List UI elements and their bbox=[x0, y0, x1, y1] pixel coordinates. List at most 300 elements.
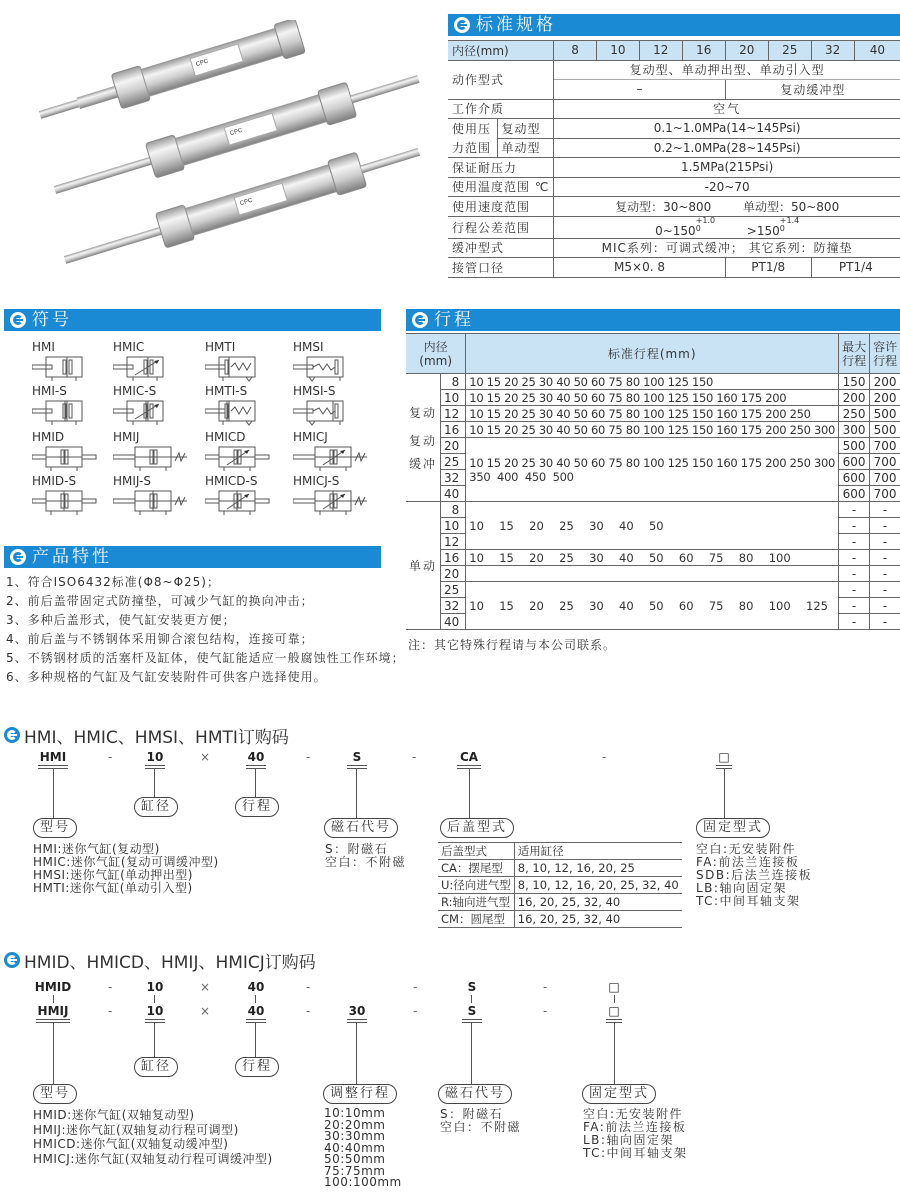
cylinder-symbol-icon bbox=[113, 488, 198, 516]
pill-mount: 固定型式 bbox=[582, 1084, 656, 1104]
code-underline bbox=[347, 1019, 367, 1023]
rear-type: CA：摆尾型 bbox=[438, 860, 514, 877]
code-underline bbox=[145, 1019, 165, 1023]
separator: - bbox=[108, 750, 113, 764]
code-underline bbox=[145, 765, 165, 769]
max-stroke: - bbox=[839, 534, 870, 550]
leader-line bbox=[255, 1023, 256, 1059]
separator: - bbox=[413, 980, 418, 994]
feature-item: 1、符合ISO6432标准(Φ8~Φ25)； bbox=[6, 575, 220, 589]
stroke-title: 行程 bbox=[434, 310, 474, 330]
tolerance-label: 行程公差范围 bbox=[448, 216, 554, 238]
model-item: HMIC:迷你气缸(复动可调缓冲型) bbox=[33, 855, 219, 869]
code-underline bbox=[246, 765, 266, 769]
leader-line bbox=[356, 769, 357, 821]
max-stroke: 600 bbox=[839, 486, 870, 502]
allow-stroke: 200 bbox=[870, 374, 900, 390]
product-image bbox=[20, 20, 420, 270]
code-adjust: 30 bbox=[348, 1004, 366, 1018]
port-mid: PT1/8 bbox=[725, 258, 811, 278]
pill-magnet: 磁石代号 bbox=[438, 1084, 512, 1104]
code-underline bbox=[246, 1019, 266, 1023]
cylinder-symbol-icon bbox=[113, 444, 198, 472]
rear-bores: 8, 10, 12, 16, 20, 25, 32, 40 bbox=[514, 877, 681, 894]
cylinder-symbol-icon bbox=[293, 354, 378, 382]
symbol-name: HMTI bbox=[205, 340, 236, 354]
tol-1-range bbox=[696, 217, 715, 233]
bore-cell: 10 bbox=[441, 518, 466, 534]
code-rear: CA bbox=[459, 750, 479, 764]
mount-item: FA:前法兰连接板 bbox=[583, 1120, 687, 1134]
rear-bores: 16, 20, 25, 32, 40 bbox=[514, 894, 681, 911]
action-small: – bbox=[554, 80, 725, 100]
leader-line bbox=[53, 769, 54, 821]
bore-cell: 32 bbox=[441, 470, 466, 486]
magnet-item: S：附磁石 bbox=[440, 1107, 504, 1121]
pressure-label-1: 使用压 bbox=[448, 119, 497, 139]
leader-line bbox=[614, 1023, 615, 1085]
max-stroke: 200 bbox=[839, 390, 870, 406]
symbol-hmic-s bbox=[113, 384, 198, 426]
table-row bbox=[406, 502, 900, 518]
separator: × bbox=[200, 980, 211, 994]
hdr-bore bbox=[406, 334, 466, 374]
allow-stroke: - bbox=[870, 550, 900, 566]
symbol-name: HMI-S bbox=[32, 384, 67, 398]
cushion-value: MIC系列：可调式缓冲； 其它系列：防撞垫 bbox=[554, 238, 900, 258]
model-desc bbox=[33, 843, 219, 895]
hdr-allow-1: 容许 bbox=[873, 339, 898, 354]
tol-2: >150 bbox=[746, 223, 780, 238]
symbol-hmi-s bbox=[32, 384, 117, 426]
allow-stroke: - bbox=[870, 598, 900, 614]
bore-cell: 40 bbox=[441, 614, 466, 630]
pill-bore: 缸径 bbox=[134, 797, 178, 817]
bore-cell: 8 bbox=[441, 502, 466, 518]
stroke-list-line: 10 15 20 25 30 40 50 60 75 80 100 125 150 160 175 200 250 300 bbox=[469, 455, 836, 470]
stroke-list: 10 15 20 25 30 40 50 60 75 80 100 125 150 160 175 200 250 300 bbox=[466, 422, 839, 438]
pill-magnet: 磁石代号 bbox=[324, 818, 398, 838]
leader-line bbox=[471, 1023, 472, 1085]
mount-item: 空白:无安装附件 bbox=[696, 842, 797, 856]
separator: - bbox=[412, 750, 417, 764]
double-value: 0.1~1.0MPa(14~145Psi) bbox=[554, 119, 900, 139]
tol-2-low: 0 bbox=[779, 223, 785, 233]
table-row bbox=[406, 406, 900, 422]
code-magnet: S bbox=[467, 980, 477, 994]
feature-item: 6、多种规格的气缸及气缸安装附件可供客户选择使用。 bbox=[6, 670, 327, 684]
stroke-list: 10 15 20 25 30 40 50 60 75 80 100 125 150 bbox=[466, 374, 839, 390]
port-small: M5×0. 8 bbox=[554, 258, 725, 278]
code-magnet: S bbox=[467, 1004, 477, 1018]
hdr-bore-1: 内径 bbox=[423, 339, 448, 354]
svg-text:CPC: CPC bbox=[239, 197, 254, 208]
allow-stroke: 500 bbox=[870, 406, 900, 422]
separator: - bbox=[543, 1004, 548, 1018]
max-stroke: 600 bbox=[839, 454, 870, 470]
action-all: 复动型、单动押出型、单动引入型 bbox=[554, 60, 900, 80]
adjust-item: 20:20mm bbox=[324, 1117, 386, 1132]
bore-cell: 20 bbox=[725, 41, 768, 61]
symbol-name: HMID bbox=[32, 430, 65, 444]
medium-value: 空气 bbox=[554, 99, 900, 119]
allow-stroke: - bbox=[870, 518, 900, 534]
stroke-list: 10 15 20 25 30 40 50 60 75 80 100 125 150 160 175 200 bbox=[466, 390, 839, 406]
feature-item: 4、前后盖与不锈钢体采用铆合滚包结构，连接可靠； bbox=[6, 632, 314, 646]
separator: - bbox=[108, 980, 113, 994]
order2-header bbox=[4, 949, 316, 971]
symbol-name: HMIJ bbox=[113, 430, 140, 444]
bore-cell: 20 bbox=[441, 438, 466, 454]
speed-single: 单动型：50~800 bbox=[742, 199, 840, 214]
cushion-label: 缓冲型式 bbox=[448, 238, 554, 258]
cylinder-symbol-icon bbox=[293, 488, 378, 516]
action-label: 动作型式 bbox=[448, 60, 554, 99]
magnet-item: 空白：不附磁 bbox=[440, 1120, 522, 1134]
mount-item: FA:前法兰连接板 bbox=[696, 855, 800, 869]
bore-cell: 32 bbox=[441, 598, 466, 614]
hdr-allow bbox=[870, 334, 900, 374]
cylinder-symbol-icon bbox=[205, 488, 290, 516]
group-cushion-label-2: 缓冲 bbox=[409, 457, 438, 471]
order2-title: HMID、HMICD、HMIJ、HMICJ订购码 bbox=[24, 952, 316, 973]
separator: × bbox=[200, 750, 211, 764]
pill-rear: 后盖型式 bbox=[440, 818, 514, 838]
symbol-name: HMICJ-S bbox=[293, 474, 340, 488]
tol-2-range bbox=[780, 217, 799, 233]
symbol-hmid-s bbox=[32, 474, 117, 516]
stroke-list: 10 15 20 25 30 40 50 bbox=[466, 502, 839, 550]
code-stroke: 40 bbox=[247, 750, 265, 764]
action-large: 复动缓冲型 bbox=[725, 80, 900, 100]
separator: - bbox=[306, 1004, 311, 1018]
feature-item: 2、前后盖带固定式防撞垫，可减少气缸的换向冲击； bbox=[6, 594, 314, 608]
model-item: HMICD:迷你气缸(双轴复动缓冲型) bbox=[33, 1137, 229, 1151]
symbol-name: HMTI-S bbox=[205, 384, 248, 398]
section-logo-icon bbox=[10, 312, 26, 328]
stroke-header bbox=[406, 309, 900, 331]
double-label: 复动型 bbox=[497, 119, 554, 139]
adjust-item: 75:75mm bbox=[324, 1163, 386, 1178]
leader-line bbox=[53, 995, 54, 1003]
adjust-item: 40:40mm bbox=[324, 1140, 386, 1155]
hdr-max-2: 行程 bbox=[842, 353, 867, 368]
table-row bbox=[406, 550, 900, 566]
model-item: HMSI:迷你气缸(单动押出型) bbox=[33, 868, 193, 882]
pill-stroke: 行程 bbox=[235, 1057, 279, 1077]
features-list bbox=[6, 573, 405, 687]
cylinder-symbol-icon bbox=[205, 444, 290, 472]
separator: - bbox=[306, 750, 311, 764]
table-row bbox=[406, 566, 900, 582]
leader-line bbox=[154, 995, 155, 1003]
max-stroke: 600 bbox=[839, 470, 870, 486]
adjust-item: 30:30mm bbox=[324, 1129, 386, 1143]
section-logo-icon bbox=[454, 17, 470, 33]
max-stroke: 300 bbox=[839, 422, 870, 438]
symbol-name: HMIC-S bbox=[113, 384, 157, 398]
symbol-hmij-s bbox=[113, 474, 198, 516]
order1-title: HMI、HMIC、HMSI、HMTI订购码 bbox=[24, 727, 289, 748]
proof-label: 保证耐压力 bbox=[448, 158, 554, 178]
separator: - bbox=[306, 980, 311, 994]
group-double bbox=[406, 374, 441, 502]
bore-cell: 8 bbox=[554, 41, 597, 61]
features-title: 产品特性 bbox=[32, 547, 112, 567]
bore-cell: 10 bbox=[596, 41, 639, 61]
spec-title: 标准规格 bbox=[476, 15, 556, 35]
leader-line bbox=[154, 769, 155, 799]
adjust-desc bbox=[324, 1108, 402, 1189]
bore-cell: 25 bbox=[441, 582, 466, 598]
symbol-hmsi-s bbox=[293, 384, 378, 426]
features-header bbox=[4, 546, 381, 568]
cylinder-symbol-icon bbox=[293, 444, 378, 472]
max-stroke: - bbox=[839, 518, 870, 534]
stroke-list-line: 350 400 450 500 bbox=[469, 469, 574, 484]
bore-cell: 16 bbox=[682, 41, 725, 61]
code-underline bbox=[462, 1019, 482, 1023]
symbol-name: HMSI-S bbox=[293, 384, 336, 398]
feature-item: 5、不锈钢材质的活塞杆及缸体，使气缸能适应一般腐蚀性工作环境； bbox=[6, 651, 405, 665]
magnet-desc bbox=[440, 1108, 521, 1134]
adjust-item: 10:10mm bbox=[324, 1106, 386, 1120]
stroke-note: 注：其它特殊行程请与本公司联系。 bbox=[408, 638, 617, 652]
cylinder-symbol-icon bbox=[32, 444, 117, 472]
bore-cell: 32 bbox=[811, 41, 854, 61]
mount-item: TC:中间耳轴支架 bbox=[583, 1146, 688, 1160]
magnet-desc bbox=[325, 843, 406, 869]
rear-bores: 16, 20, 25, 32, 40 bbox=[514, 911, 681, 928]
symbol-name: HMI bbox=[32, 340, 55, 354]
symbol-name: HMID-S bbox=[32, 474, 77, 488]
rear-type: R:轴向进气型 bbox=[438, 894, 514, 911]
magnet-item: 空白：不附磁 bbox=[325, 855, 407, 869]
leader-line bbox=[614, 995, 615, 1003]
pill-model: 型号 bbox=[33, 818, 77, 838]
speed-label: 使用速度范围 bbox=[448, 197, 554, 217]
bore-cell: 12 bbox=[441, 534, 466, 550]
symbols-title: 符号 bbox=[32, 310, 72, 330]
allow-stroke: 500 bbox=[870, 422, 900, 438]
model-item: HMID:迷你气缸(双轴复动型) bbox=[33, 1108, 195, 1122]
pill-adjust: 调整行程 bbox=[323, 1084, 397, 1104]
bore-cell: 8 bbox=[441, 374, 466, 390]
mount-item: LB:轴向固定架 bbox=[696, 881, 787, 895]
cylinder-symbol-icon bbox=[113, 354, 198, 382]
symbol-hmsi bbox=[293, 340, 378, 382]
allow-stroke: 700 bbox=[870, 438, 900, 454]
bore-label: 内径(mm) bbox=[448, 41, 554, 61]
mount-item: LB:轴向固定架 bbox=[583, 1133, 674, 1147]
symbol-hmi bbox=[32, 340, 117, 382]
svg-text:CPC: CPC bbox=[229, 127, 244, 138]
code-underline bbox=[347, 765, 367, 769]
leader-line bbox=[53, 1023, 54, 1085]
cylinder-symbol-icon bbox=[205, 398, 290, 426]
mount-item: TC:中间耳轴支架 bbox=[696, 894, 801, 908]
group-single: 单动 bbox=[406, 502, 441, 630]
bore-cell: 12 bbox=[441, 406, 466, 422]
symbol-name: HMIC bbox=[113, 340, 145, 354]
bore-cell: 25 bbox=[768, 41, 811, 61]
max-stroke: 500 bbox=[839, 438, 870, 454]
temp-value: -20~70 bbox=[554, 177, 900, 197]
max-stroke: - bbox=[839, 598, 870, 614]
code-stroke: 40 bbox=[247, 980, 265, 994]
hdr-max-1: 最大 bbox=[842, 339, 867, 354]
order1-header bbox=[4, 724, 289, 746]
adjust-item: 100:100mm bbox=[324, 1175, 402, 1189]
mount-item: SDB:后法兰连接板 bbox=[696, 868, 813, 882]
max-stroke: - bbox=[839, 614, 870, 630]
cylinder-symbol-icon bbox=[32, 354, 117, 382]
port-large: PT1/4 bbox=[811, 258, 900, 278]
separator: - bbox=[543, 980, 548, 994]
mount-item: 空白:无安装附件 bbox=[583, 1107, 684, 1121]
table-row bbox=[406, 438, 900, 454]
svg-text:CPC: CPC bbox=[195, 58, 210, 69]
code-mount: □ bbox=[608, 1004, 620, 1018]
symbols-header bbox=[4, 309, 381, 331]
symbol-hmid bbox=[32, 430, 117, 472]
tolerance-value bbox=[554, 216, 900, 238]
leader-line bbox=[255, 769, 256, 799]
bore-cell: 16 bbox=[441, 550, 466, 566]
allow-stroke: - bbox=[870, 566, 900, 582]
separator: - bbox=[413, 1004, 418, 1018]
rear-cover-table bbox=[438, 842, 682, 928]
spec-header bbox=[448, 14, 900, 36]
rear-header: 后盖型式 bbox=[438, 843, 514, 860]
speed-double: 复动型：30~800 bbox=[615, 199, 712, 214]
code-model-1: HMID bbox=[34, 980, 72, 994]
symbol-hmti-s bbox=[205, 384, 290, 426]
bore-cell: 40 bbox=[854, 41, 900, 61]
code-mount: □ bbox=[608, 980, 620, 994]
cylinder-symbol-icon bbox=[293, 398, 378, 426]
rear-type: CM：圆尾型 bbox=[438, 911, 514, 928]
stroke-list: 10 15 20 25 30 40 50 60 75 80 100 125 bbox=[466, 582, 839, 630]
code-bore: 10 bbox=[146, 750, 164, 764]
symbol-name: HMICD bbox=[205, 430, 246, 444]
medium-label: 工作介质 bbox=[448, 99, 554, 119]
separator: - bbox=[602, 750, 607, 764]
separator: - bbox=[108, 1004, 113, 1018]
stroke-table bbox=[406, 333, 900, 630]
code-bore: 10 bbox=[146, 980, 164, 994]
adjust-item: 50:50mm bbox=[324, 1152, 386, 1166]
symbol-name: HMICJ bbox=[293, 430, 328, 444]
leader-line bbox=[724, 769, 725, 821]
allow-stroke: 700 bbox=[870, 470, 900, 486]
symbol-hmic bbox=[113, 340, 198, 382]
rear-header: 适用缸径 bbox=[514, 843, 681, 860]
allow-stroke: 200 bbox=[870, 390, 900, 406]
hdr-max bbox=[839, 334, 870, 374]
hdr-bore-2: (mm) bbox=[419, 353, 453, 368]
single-value: 0.2~1.0MPa(28~145Psi) bbox=[554, 138, 900, 158]
symbol-hmicd bbox=[205, 430, 290, 472]
cylinder-symbol-icon bbox=[113, 398, 198, 426]
stroke-list: 10 15 20 25 30 40 50 60 75 80 100 bbox=[466, 550, 839, 566]
max-stroke: 150 bbox=[839, 374, 870, 390]
pill-model: 型号 bbox=[33, 1084, 77, 1104]
rear-bores: 8, 10, 12, 16, 20, 25 bbox=[514, 860, 681, 877]
magnet-item: S：附磁石 bbox=[325, 842, 389, 856]
cylinder-symbol-icon bbox=[32, 398, 117, 426]
code-model: HMI bbox=[39, 750, 67, 764]
cylinder-symbol-icon bbox=[32, 488, 117, 516]
bore-cell: 20 bbox=[441, 566, 466, 582]
cylinder-symbol-icon bbox=[205, 354, 290, 382]
symbol-hmij bbox=[113, 430, 198, 472]
section-logo-icon bbox=[4, 952, 20, 968]
max-stroke: - bbox=[839, 550, 870, 566]
temp-label: 使用温度范围 ℃ bbox=[448, 177, 554, 197]
max-stroke: 250 bbox=[839, 406, 870, 422]
table-row bbox=[406, 582, 900, 598]
cylinder-illustration bbox=[20, 20, 420, 270]
symbol-hmicj-s bbox=[293, 474, 378, 516]
table-row bbox=[406, 390, 900, 406]
section-logo-icon bbox=[4, 727, 20, 743]
allow-stroke: - bbox=[870, 502, 900, 518]
symbol-hmicj bbox=[293, 430, 378, 472]
tol-1-low: 0 bbox=[695, 223, 701, 233]
mount-desc bbox=[583, 1108, 688, 1160]
table-row bbox=[406, 374, 900, 390]
leader-line bbox=[356, 1023, 357, 1085]
group-cushion-label-1: 复动 bbox=[409, 434, 438, 448]
max-stroke: - bbox=[839, 582, 870, 598]
symbol-name: HMIJ-S bbox=[113, 474, 151, 488]
model-item: HMI:迷你气缸(复动型) bbox=[33, 842, 160, 856]
code-magnet: S bbox=[352, 750, 362, 764]
hdr-std: 标准行程(mm) bbox=[466, 334, 839, 374]
rear-type: U:径向进气型 bbox=[438, 877, 514, 894]
allow-stroke: - bbox=[870, 534, 900, 550]
model-item: HMICJ:迷你气缸(双轴复动行程可调缓冲型) bbox=[33, 1151, 273, 1166]
code-bore: 10 bbox=[146, 1004, 164, 1018]
stroke-list-large bbox=[466, 438, 839, 502]
bore-cell: 10 bbox=[441, 390, 466, 406]
bore-cell: 16 bbox=[441, 422, 466, 438]
model-desc bbox=[33, 1108, 273, 1166]
leader-line bbox=[471, 995, 472, 1003]
port-label: 接管口径 bbox=[448, 258, 554, 278]
symbol-name: HMICD-S bbox=[205, 474, 258, 488]
allow-stroke: 700 bbox=[870, 486, 900, 502]
code-model-2: HMIJ bbox=[37, 1004, 69, 1018]
max-stroke: - bbox=[839, 566, 870, 582]
feature-item: 3、多种后盖形式，使气缸安装更方便； bbox=[6, 613, 236, 627]
leader-line bbox=[255, 995, 256, 1003]
symbol-hmti bbox=[205, 340, 290, 382]
speed-value bbox=[554, 197, 900, 217]
bore-cell: 25 bbox=[441, 454, 466, 470]
code-mount: □ bbox=[718, 750, 730, 764]
stroke-list-empty bbox=[466, 566, 839, 582]
tol-2-up: +1.4 bbox=[779, 215, 800, 225]
model-item: HMIJ:迷你气缸(双轴复动行程可调型) bbox=[33, 1122, 239, 1137]
table-row bbox=[406, 422, 900, 438]
code-stroke: 40 bbox=[247, 1004, 265, 1018]
pill-bore: 缸径 bbox=[134, 1057, 178, 1077]
leader-line bbox=[469, 769, 470, 821]
symbol-hmicd-s bbox=[205, 474, 290, 516]
single-label: 单动型 bbox=[497, 138, 554, 158]
